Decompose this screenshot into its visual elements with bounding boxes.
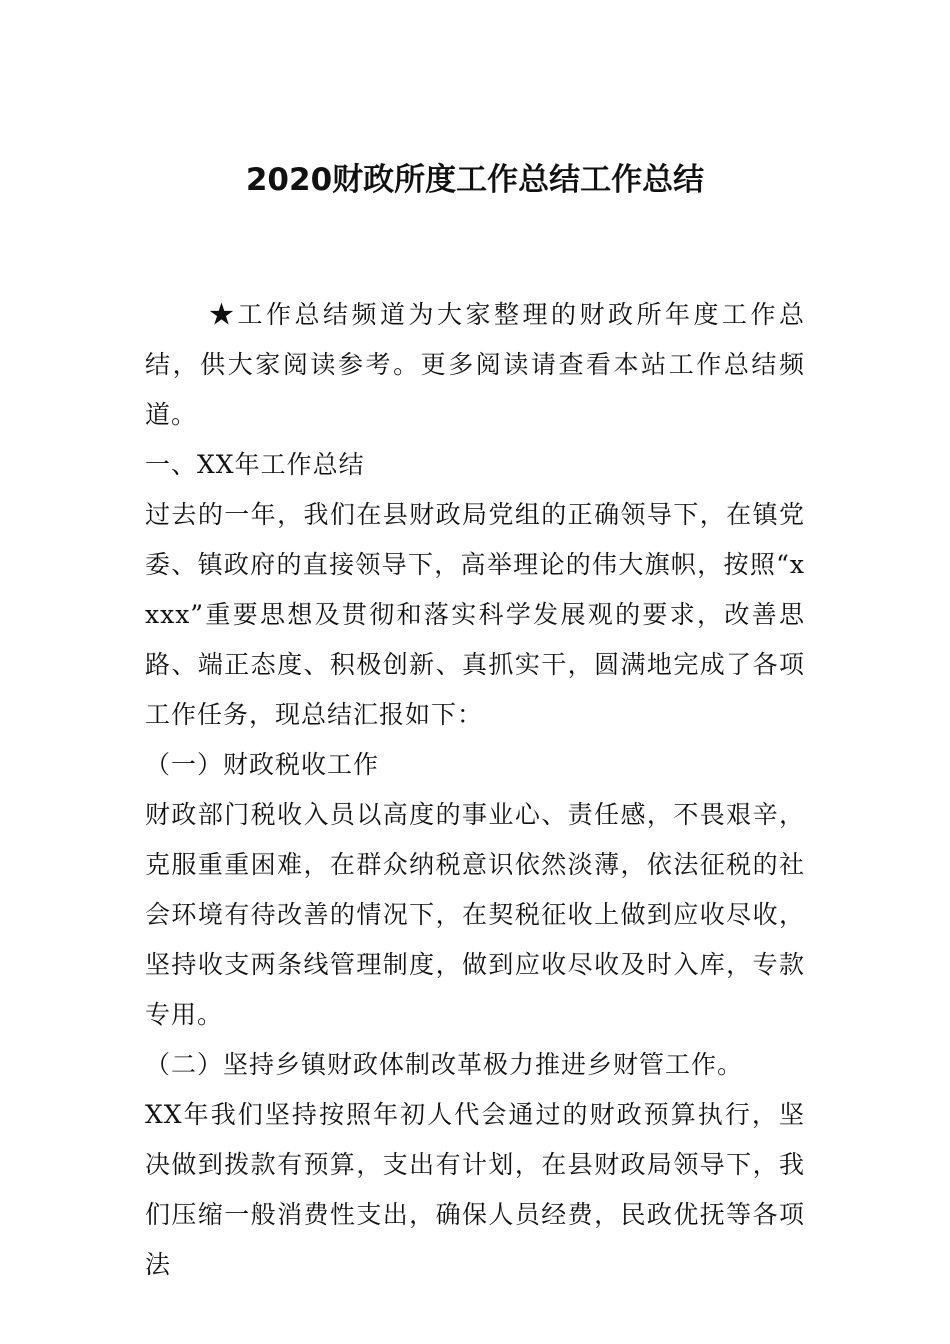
- subsection-heading-2: （二）坚持乡镇财政体制改革极力推进乡财管工作。: [145, 1050, 744, 1079]
- subsection-heading-1: （一）财政税收工作: [145, 750, 380, 779]
- paragraph-tax-work: 财政部门税收入员以高度的事业心、责任感，不畏艰辛，克服重重困难，在群众纳税意识依然淡薄，依法征税的社会环境有待改善的情况下，在契税征收上做到应收尽收，坚持收支两条线管理制度，做到应收尽收及时入库，专款专用。: [145, 800, 805, 1029]
- paragraph-budget: XX年我们坚持按照年初人代会通过的财政预算执行，坚决做到拨款有预算，支出有计划，在县财政局领导下，我们压缩一般消费性支出，确保人员经费，民政优抚等各项法: [145, 1100, 805, 1279]
- section-heading-1: 一、XX年工作总结: [145, 450, 365, 479]
- document-body: [145, 290, 805, 1290]
- paragraph-overview: 过去的一年，我们在县财政局党组的正确领导下，在镇党委、镇政府的直接领导下，高举理论的伟大旗帜，按照“xxxx”重要思想及贯彻和落实科学发展观的要求，改善思路、端正态度、积极创新、真抓实干，圆满地完成了各项工作任务，现总结汇报如下：: [145, 500, 805, 729]
- document-title: 2020财政所度工作总结工作总结: [245, 162, 705, 198]
- paragraph-intro: ★工作总结频道为大家整理的财政所年度工作总结，供大家阅读参考。更多阅读请查看本站工作总结频道。: [145, 300, 805, 429]
